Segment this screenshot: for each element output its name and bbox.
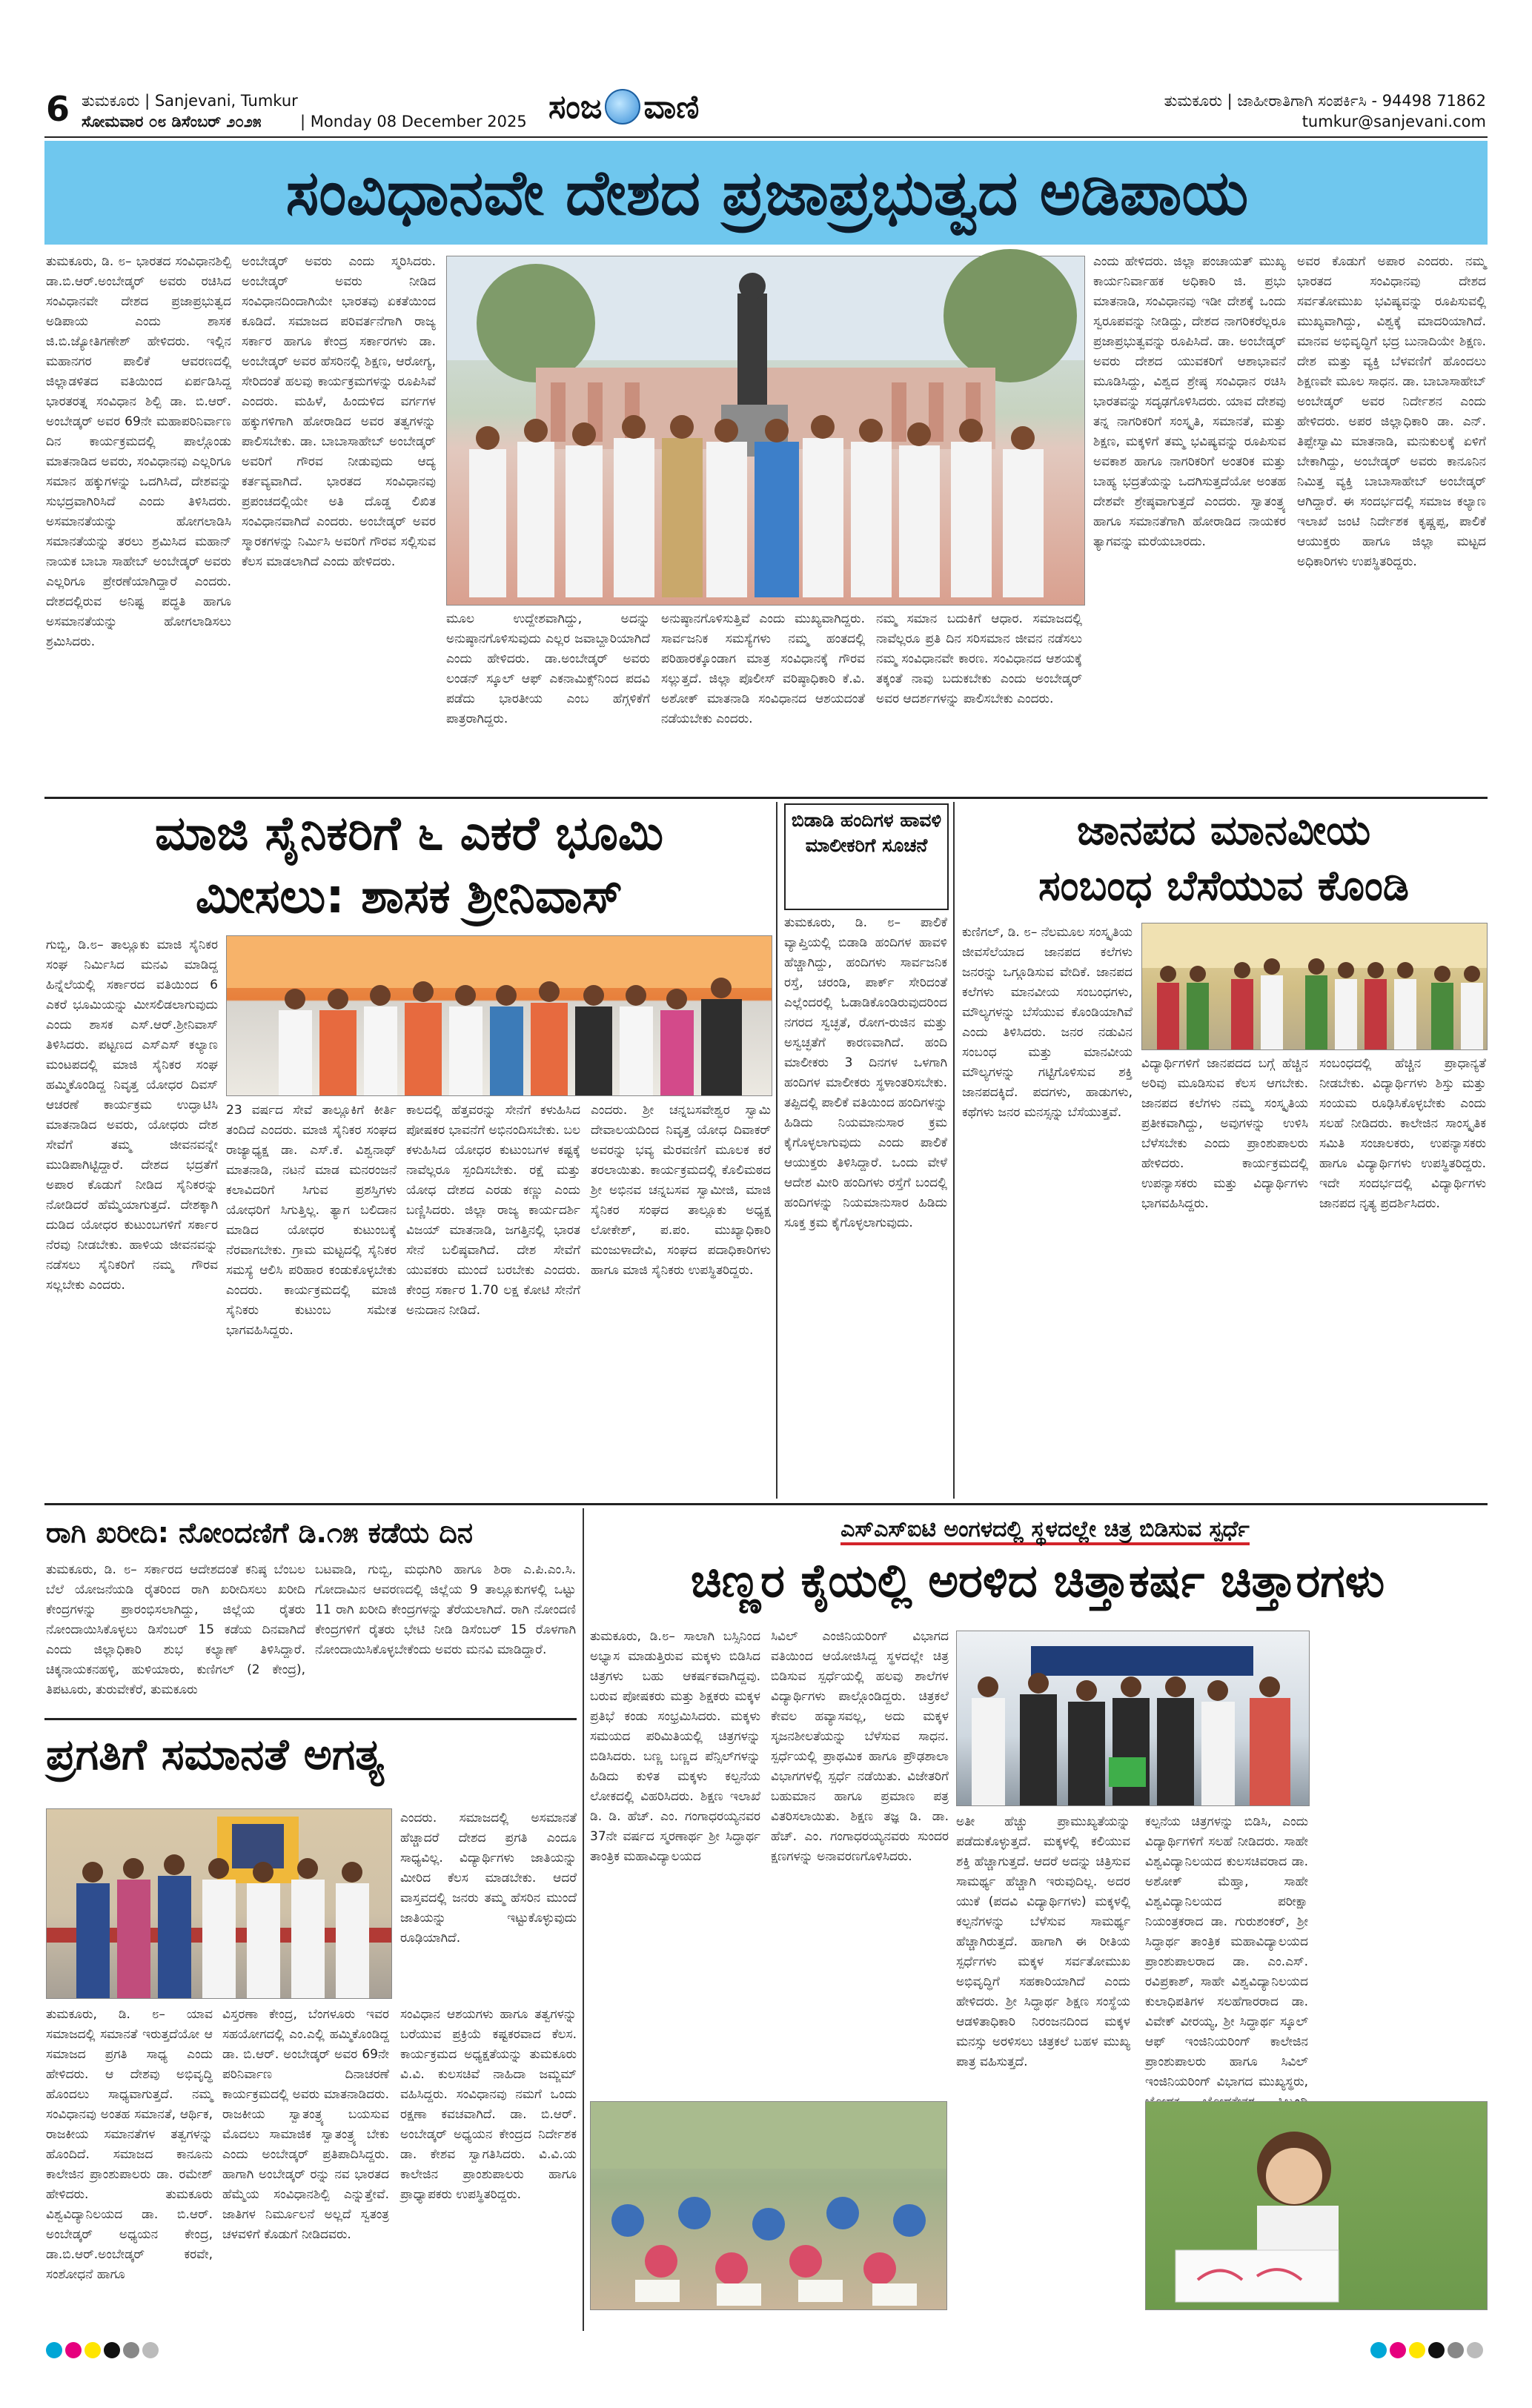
chitra-col-3: ಅತೀ ಹೆಚ್ಚು ಪ್ರಾಮುಖ್ಯತೆಯನ್ನು ಪಡೆದುಕೊಳ್ಳುತ್ತದೆ. ಮಕ್ಕಳಲ್ಲಿ ಕಲಿಯುವ ಶಕ್ತಿ ಹೆಚ್ಚಾಗುತ್ತದೆ. ಆದರೆ ಅದನ್ನು ಚಿತ್ರಿಸುವ ಸಾಮರ್ಥ್ಯ ಹೆಚ್ಚಾಗಿ ಇರುವುದಿಲ್ಲ. ಅದರ ಯುಕೆ (ಪದವಿ ವಿದ್ಯಾರ್ಥಿಗಳು) ಮಕ್ಕಳಲ್ಲಿ ಕಲ್ಪನೆಗಳನ್ನು ಬೆಳೆಸುವ ಸಾಮರ್ಥ್ಯ ಹೆಚ್ಚಾಗಿರುತ್ತದೆ. ಹಾಗಾಗಿ ಈ ರೀತಿಯ ಸ್ಪರ್ಧೆಗಳು ಮಕ್ಕಳ ಸರ್ವತೋಮುಖ ಅಭಿವೃದ್ಧಿಗೆ ಸಹಕಾರಿಯಾಗಿದೆ ಎಂದು ಹೇಳಿದರು. ಶ್ರೀ ಸಿದ್ಧಾರ್ಥ ಶಿಕ್ಷಣ ಸಂಸ್ಥೆಯ ಆಡಳಿತಾಧಿಕಾರಿ ನಿರಂಜನದಿಂದ ಮಕ್ಕಳ ಮನಸ್ಸು ಅರಳಿಸಲು ಚಿತ್ರಕಲೆ ಬಹಳ ಮುಖ್ಯ ಪಾತ್ರ ವಹಿಸುತ್ತದೆ. bbox=[956, 1814, 1130, 2069]
chitra-kicker bbox=[700, 1513, 1390, 1546]
pragati-headline: ಪ್ರಗತಿಗೆ ಸಮಾನತೆ ಅಗತ್ಯ bbox=[46, 1729, 385, 1780]
sainik-event-illustration bbox=[227, 936, 772, 1095]
pragati-event-illustration bbox=[47, 1809, 391, 1998]
newspaper-logo bbox=[548, 84, 699, 129]
footer-color-strip-left bbox=[46, 2342, 162, 2358]
contact-email: tumkur@sanjevani.com bbox=[1301, 113, 1486, 130]
lead-col-1: ತುಮಕೂರು, ಡಿ. ೮– ಭಾರತದ ಸಂವಿಧಾನಶಿಲ್ಪಿ ಡಾ.ಬಿ.ಆರ್.ಅಂಬೇಡ್ಕರ್ ಅವರು ರಚಿಸಿದ ಸಂವಿಧಾನವೇ ದೇಶದ ಪ್ರಜಾಪ್ರಭುತ್ವದ ಅಡಿಪಾಯ ಎಂದು ಶಾಸಕ ಜಿ.ಬಿ.ಜ್ಯೋತಿಗಣೇಶ್ ಹೇಳಿದರು. ಇಲ್ಲಿನ ಮಹಾನಗರ ಪಾಲಿಕೆ ಆವರಣದಲ್ಲಿ ಜಿಲ್ಲಾಡಳಿತದ ವತಿಯಿಂದ ಏರ್ಪಡಿಸಿದ್ದ ಭಾರತರತ್ನ ಸಂವಿಧಾನ ಶಿಲ್ಪಿ ಡಾ. ಬಿ.ಆರ್. ಅಂಬೇಡ್ಕರ್ ಅವರ 69ನೇ ಮಹಾಪರಿನಿರ್ವಾಣ ದಿನ ಕಾರ್ಯಕ್ರಮದಲ್ಲಿ ಪಾಲ್ಗೊಂಡು ಮಾತನಾಡಿದ ಅವರು, ಸಂವಿಧಾನವು ಎಲ್ಲರಿಗೂ ಸಮಾನ ಹಕ್ಕುಗಳನ್ನು ಒದಗಿಸಿದೆ, ದೇಶವನ್ನು ಸುಭದ್ರವಾಗಿರಿಸಿದೆ ಎಂದು ತಿಳಿಸಿದರು. ಅಸಮಾನತೆಯನ್ನು ಹೋಗಲಾಡಿಸಿ ಸಮಾನತೆಯನ್ನು ತರಲು ಶ್ರಮಿಸಿದ ಮಹಾನ್ ನಾಯಕ ಬಾಬಾ ಸಾಹೇಬ್ ಅಂಬೇಡ್ಕರ್ ಅವರು ಎಲ್ಲರಿಗೂ ಪ್ರೇರಣೆಯಾಗಿದ್ದಾರೆ ಎಂದರು. ದೇಶದಲ್ಲಿರುವ ಅನಿಷ್ಟ ಪದ್ಧತಿ ಹಾಗೂ ಅಸಮಾನತೆಯನ್ನು ಹೋಗಲಾಡಿಸಲು ಶ್ರಮಿಸಿದರು. bbox=[46, 254, 231, 649]
ragi-headline: ರಾಗಿ ಖರೀದಿ: ನೋಂದಣಿಗೆ ಡಿ.೧೫ ಕಡೆಯ ದಿನ bbox=[46, 1516, 473, 1549]
lead-under-photo-3: ನಮ್ಮ ಸಮಾನ ಬದುಕಿಗೆ ಆಧಾರ. ಸಮಾಜದಲ್ಲಿ ನಾವೆಲ್ಲರೂ ಪ್ರತಿ ದಿನ ಸರಿಸಮಾನ ಜೀವನ ನಡೆಸಲು ನಮ್ಮ ಸಂವಿಧಾನವೇ ಕಾರಣ. ಸಂವಿಧಾನದ ಆಶಯಕ್ಕೆ ತಕ್ಕಂತೆ ನಾವು ಬದುಕಬೇಕು ಎಂದು ಅಂಬೇಡ್ಕರ್ ಅವರ ಆದರ್ಶಗಳನ್ನು ಪಾಲಿಸಬೇಕು ಎಂದರು. bbox=[876, 611, 1082, 706]
registration-dot bbox=[1409, 2342, 1425, 2358]
edition-label: ತುಮಕೂರು | Sanjevani, Tumkur bbox=[82, 92, 298, 110]
chitra-col-5 bbox=[1319, 1627, 1486, 2072]
lead-under-photo-2: ಅನುಷ್ಠಾನಗೊಳಿಸುತ್ತಿವೆ ಎಂದು ಮುಖ್ಯವಾಗಿದ್ದರು. ಸಾರ್ವಜನಿಕ ಸಮಸ್ಯೆಗಳು ನಮ್ಮ ಹಂತದಲ್ಲಿ ಪರಿಹಾರಕ್ಕೊಂಡಾಗ ಮಾತ್ರ ಸಂವಿಧಾನಕ್ಕೆ ಗೌರವ ಸಲ್ಲುತ್ತದೆ. ಜಿಲ್ಲಾ ಪೊಲೀಸ್ ವರಿಷ್ಠಾಧಿಕಾರಿ ಕೆ.ವಿ. ಅಶೋಕ್ ಮಾತನಾಡಿ ಸಂವಿಧಾನದ ಆಶಯದಂತೆ ನಡೆಯಬೇಕು ಎಂದರು. bbox=[661, 611, 865, 726]
section-rule-2 bbox=[44, 1503, 1488, 1505]
janapada-headline-2: ಸಂಬಂಧ ಬೆಸೆಯುವ ಕೊಂಡಿ bbox=[1038, 862, 1410, 910]
pragati-side-text: ಎಂದರು. ಸಮಾಜದಲ್ಲಿ ಅಸಮಾನತೆ ಹೆಚ್ಚಾದರೆ ದೇಶದ ಪ್ರಗತಿ ಎಂದೂ ಸಾಧ್ಯವಿಲ್ಲ. ವಿದ್ಯಾರ್ಥಿಗಳು ಜಾತಿಯನ್ನು ಮೀರಿದ ಕೆಲಸ ಮಾಡಬೇಕು. ಆದರೆ ವಾಸ್ತವದಲ್ಲಿ ಜನರು ತಮ್ಮ ಹೆಸರಿನ ಮುಂದೆ ಜಾತಿಯನ್ನು ಇಟ್ಟುಕೊಳ್ಳುವುದು ರೂಢಿಯಾಗಿದೆ. bbox=[400, 1811, 577, 1946]
chitra-photo-children bbox=[590, 2101, 947, 2310]
lead-headline: ಸಂವಿಧಾನವೇ ದೇಶದ ಪ್ರಜಾಪ್ರಭುತ್ವದ ಅಡಿಪಾಯ bbox=[285, 156, 1249, 229]
registration-dot bbox=[1370, 2342, 1387, 2358]
lead-under-photo-1: ಮೂಲ ಉದ್ದೇಶವಾಗಿದ್ದು, ಅದನ್ನು ಅನುಷ್ಠಾನಗೊಳಿಸುವುದು ಎಲ್ಲರ ಜವಾಬ್ದಾರಿಯಾಗಿದೆ ಎಂದು ಹೇಳಿದರು. ಡಾ.ಅಂಬೇಡ್ಕರ್ ಅವರು ಲಂಡನ್ ಸ್ಕೂಲ್ ಆಫ್ ಎಕನಾಮಿಕ್ಸ್‌ನಿಂದ ಪದವಿ ಪಡೆದು ಭಾರತೀಯ ಎಂಬ ಹೆಗ್ಗಳಿಕೆಗೆ ಪಾತ್ರರಾಗಿದ್ದರು. bbox=[446, 611, 650, 726]
column-rule-b bbox=[953, 802, 955, 1499]
registration-dot bbox=[65, 2342, 82, 2358]
masthead-rule bbox=[44, 136, 1488, 138]
sainik-headline-1: ಮಾಜಿ ಸೈನಿಕರಿಗೆ ೬ ಎಕರೆ ಭೂಮಿ bbox=[154, 806, 664, 861]
contact-line: ತುಮಕೂರು | ಜಾಹೀರಾತಿಗಾಗಿ ಸಂಪರ್ಕಿಸಿ - 94498 71862 bbox=[1164, 92, 1486, 110]
sainik-col-1: ಗುಬ್ಬಿ, ಡಿ.೮– ತಾಲ್ಲೂಕು ಮಾಜಿ ಸೈನಿಕರ ಸಂಘ ನಿರ್ಮಿಸಿದ ಮನವಿ ಮಾಡಿದ್ದ ಹಿನ್ನೆಲೆಯಲ್ಲಿ ಸರ್ಕಾರದ ವತಿಯಿಂದ 6 ಎಕರೆ ಭೂಮಿಯನ್ನು ಮೀಸಲಿಡಲಾಗುವುದು ಎಂದು ಶಾಸಕ ಎಸ್.ಆರ್.ಶ್ರೀನಿವಾಸ್ ತಿಳಿಸಿದರು. ಪಟ್ಟಣದ ಎಸ್‌ಎಸ್ ಕಲ್ಯಾಣ ಮಂಟಪದಲ್ಲಿ ಮಾಜಿ ಸೈನಿಕರ ಸಂಘ ಹಮ್ಮಿಕೊಂಡಿದ್ದ ನಿವೃತ್ತ ಯೋಧರ ದಿವಸ್ ಆಚರಣೆ ಕಾರ್ಯಕ್ರಮ ಉದ್ಘಾಟಿಸಿ ಮಾತನಾಡಿದ ಅವರು, ಯೋಧರು ದೇಶ ಸೇವೆಗೆ ತಮ್ಮ ಜೀವನವನ್ನೇ ಮುಡಿಪಾಗಿಟ್ಟಿದ್ದಾರೆ. ದೇಶದ ಭದ್ರತೆಗೆ ಅಪಾರ ಕೊಡುಗೆ ನೀಡಿದ ಸೈನಿಕರನ್ನು ನೋಡಿದರೆ ಹೆಮ್ಮೆಯಾಗುತ್ತದೆ. ದೇಶಕ್ಕಾಗಿ ದುಡಿದ ಯೋಧರ ಕುಟುಂಬಗಳಿಗೆ ಸರ್ಕಾರ ನೆರವು ನೀಡಬೇಕು. ಹಾಳಿಯ ಜೀವನವನ್ನು ನಡೆಸಲು ಸೈನಿಕರಿಗೆ ನಮ್ಮ ಗೌರವ ಸಲ್ಲಬೇಕು ಎಂದರು. bbox=[46, 938, 218, 1293]
chitra-headline: ಚಿಣ್ಣರ ಕೈಯಲ್ಲಿ ಅರಳಿದ ಚಿತ್ತಾಕರ್ಷ ಚಿತ್ತಾರಗಳು bbox=[690, 1553, 1385, 1608]
chitra-photo-ceremony bbox=[956, 1631, 1310, 1806]
janapada-col-1: ಕುಣಿಗಲ್, ಡಿ. ೮– ನೆಲಮೂಲ ಸಂಸ್ಕೃತಿಯ ಜೀವಸೆಲೆಯಾದ ಜಾನಪದ ಕಲೆಗಳು ಜನರನ್ನು ಒಗ್ಗೂಡಿಸುವ ವೇದಿಕೆ. ಜಾನಪದ ಕಲೆಗಳು ಮಾನವೀಯ ಸಂಬಂಧಗಳು, ಮೌಲ್ಯಗಳನ್ನು ಬೆಸೆಯುವ ಕೊಂಡಿಯಾಗಿವೆ ಎಂದು ತಿಳಿಸಿದರು. ಜನರ ನಡುವಿನ ಸಂಬಂಧ ಮತ್ತು ಮಾನವೀಯ ಮೌಲ್ಯಗಳನ್ನು ಗಟ್ಟಿಗೊಳಿಸುವ ಶಕ್ತಿ ಜಾನಪದಕ್ಕಿದೆ. ಪದಗಳು, ಹಾಡುಗಳು, ಕಥೆಗಳು ಜನರ ಮನಸ್ಸನ್ನು ಬೆಸೆಯುತ್ತವೆ. bbox=[962, 925, 1133, 1120]
pragati-col-1: ತುಮಕೂರು, ಡಿ. ೮– ಯಾವ ಸಮಾಜದಲ್ಲಿ ಸಮಾನತೆ ಇರುತ್ತದೆಯೋ ಆ ಸಮಾಜದ ಪ್ರಗತಿ ಸಾಧ್ಯ ಎಂದು ಹೇಳಿದರು. ಆ ದೇಶವು ಅಭಿವೃದ್ಧಿ ಹೊಂದಲು ಸಾಧ್ಯವಾಗುತ್ತದೆ. ನಮ್ಮ ಸಂವಿಧಾನವು ಅಂತಹ ಸಮಾನತೆ, ಆರ್ಥಿಕ, ರಾಜಕೀಯ ಸಮಾನತೆಗಳ ತತ್ವಗಳನ್ನು ಹೊಂದಿದೆ. ಸಮಾಜದ ಕಾನೂನು ಕಾಲೇಜಿನ ಪ್ರಾಂಶುಪಾಲರು ಡಾ. ರಮೇಶ್ ಹೇಳಿದರು. ತುಮಕೂರು ವಿಶ್ವವಿದ್ಯಾನಿಲಯದ ಡಾ. ಬಿ.ಆರ್. ಅಂಬೇಡ್ಕರ್ ಅಧ್ಯಯನ ಕೇಂದ್ರ, ಡಾ.ಬಿ.ಆರ್.ಅಂಬೇಡ್ಕರ್ ಕರವೇ, ಸಂಶೋಧನೆ ಹಾಗೂ bbox=[46, 2007, 213, 2282]
chitra-ceremony-illustration bbox=[957, 1631, 1309, 1805]
janapada-event-illustration bbox=[1142, 923, 1487, 1049]
footer-color-strip-right bbox=[1370, 2342, 1486, 2358]
page-number: 6 bbox=[46, 89, 70, 129]
column-rule-c bbox=[583, 1508, 584, 2331]
lead-col-2: ಅಂಬೇಡ್ಕರ್ ಅವರು ಎಂದು ಸ್ಮರಿಸಿದರು. ಅಂಬೇಡ್ಕರ್ ಅವರು ನೀಡಿದ ಸಂವಿಧಾನದಿಂದಾಗಿಯೇ ಭಾರತವು ಏಕತೆಯಿಂದ ಕೂಡಿದೆ. ಸಮಾಜದ ಪರಿವರ್ತನೆಗಾಗಿ ರಾಜ್ಯ ಸರ್ಕಾರ ಹಾಗೂ ಕೇಂದ್ರ ಸರ್ಕಾರಗಳು ಡಾ. ಅಂಬೇಡ್ಕರ್ ಅವರ ಹೆಸರಿನಲ್ಲಿ ಶಿಕ್ಷಣ, ಆರೋಗ್ಯ, ಸೇರಿದಂತೆ ಹಲವು ಕಾರ್ಯಕ್ರಮಗಳನ್ನು ರೂಪಿಸಿವೆ ಎಂದರು. ಮಹಿಳೆ, ಹಿಂದುಳಿದ ವರ್ಗಗಳ ಹಕ್ಕುಗಳಿಗಾಗಿ ಹೋರಾಡಿದ ಅವರ ತತ್ವಗಳನ್ನು ಪಾಲಿಸಬೇಕು. ಡಾ. ಬಾಬಾಸಾಹೇಬ್ ಅಂಬೇಡ್ಕರ್ ಅವರಿಗೆ ಗೌರವ ನೀಡುವುದು ಆದ್ಯ ಕರ್ತವ್ಯವಾಗಿದೆ. ಭಾರತದ ಸಂವಿಧಾನವು ಪ್ರಪಂಚದಲ್ಲಿಯೇ ಅತಿ ದೊಡ್ಡ ಲಿಖಿತ ಸಂವಿಧಾನವಾಗಿದೆ ಎಂದರು. ಅಂಬೇಡ್ಕರ್ ಅವರ ಸ್ಮಾರಕಗಳನ್ನು ನಿರ್ಮಿಸಿ ಅವರಿಗೆ ಗೌರವ ಸಲ್ಲಿಸುವ ಕೆಲಸ ಮಾಡಲಾಗಿದೆ ಎಂದು ಹೇಳಿದರು. bbox=[242, 254, 436, 569]
lead-photo bbox=[446, 256, 1085, 606]
chitra-kicker-text: ಎಸ್‌ಎಸ್‌ಐಟಿ ಅಂಗಳದಲ್ಲಿ ಸ್ಥಳದಲ್ಲೇ ಚಿತ್ರ ಬಿಡಿಸುವ ಸ್ಪರ್ಧೆ bbox=[840, 1516, 1250, 1545]
children-drawing-illustration bbox=[591, 2102, 946, 2309]
ragi-col-1: ತುಮಕೂರು, ಡಿ. ೮– ಸರ್ಕಾರದ ಆದೇಶದಂತೆ ಕನಿಷ್ಠ ಬೆಂಬಲ ಬೆಲೆ ಯೋಜನೆಯಡಿ ರೈತರಿಂದ ರಾಗಿ ಖರೀದಿಸಲು ಖರೀದಿ ಕೇಂದ್ರಗಳನ್ನು ಪ್ರಾರಂಭಿಸಲಾಗಿದ್ದು, ಜಿಲ್ಲೆಯ ರೈತರು ನೋಂದಾಯಿಸಿಕೊಳ್ಳಲು ಡಿಸೆಂಬರ್ 15 ಕಡೆಯ ದಿನವಾಗಿದೆ ಎಂದು ಜಿಲ್ಲಾಧಿಕಾರಿ ಶುಭ ಕಲ್ಯಾಣ್ ತಿಳಿಸಿದ್ದಾರೆ. ಚಿಕ್ಕನಾಯಕನಹಳ್ಳಿ, ಹುಳಿಯಾರು, ಕುಣಿಗಲ್ (2 ಕೇಂದ್ರ), ತಿಪಟೂರು, ತುರುವೇಕೆರೆ, ತುಮಕೂರು bbox=[46, 1562, 305, 1697]
bidadi-headline: ಬಿಡಾಡಿ ಹಂದಿಗಳ ಹಾವಳಿ ಮಾಲೀಕರಿಗೆ ಸೂಚನೆ bbox=[791, 809, 942, 856]
registration-dot bbox=[46, 2342, 62, 2358]
bidadi-headline-box bbox=[784, 803, 949, 910]
girl-drawing-illustration bbox=[1146, 2102, 1487, 2309]
sainik-col-4: ಎಂದರು. ಶ್ರೀ ಚನ್ನಬಸವೇಶ್ವರ ಸ್ವಾಮಿ ದೇವಾಲಯದಿಂದ ನಿವೃತ್ತ ಯೋಧ ದಿವಾಕರ್ ಅವರನ್ನು ಭವ್ಯ ಮೆರವಣಿಗೆ ಮೂಲಕ ಕರೆ ತರಲಾಯಿತು. ಕಾರ್ಯಕ್ರಮದಲ್ಲಿ ಕೊಲಿಮಠದ ಶ್ರೀ ಅಭಿನವ ಚನ್ನಬಸವ ಸ್ವಾಮೀಜಿ, ಮಾಜಿ ಸೈನಿಕರ ಸಂಘದ ತಾಲ್ಲೂಕು ಅಧ್ಯಕ್ಷ ಲೋಕೇಶ್, ಪ.ಪಂ. ಮುಖ್ಯಾಧಿಕಾರಿ ಮಂಜುಳಾದೇವಿ, ಸಂಘದ ಪದಾಧಿಕಾರಿಗಳು ಹಾಗೂ ಮಾಜಿ ಸೈನಿಕರು ಉಪಸ್ಥಿತರಿದ್ದರು. bbox=[591, 1103, 771, 1278]
sainik-photo bbox=[226, 935, 772, 1096]
registration-dot bbox=[104, 2342, 120, 2358]
registration-dot bbox=[1448, 2342, 1464, 2358]
section-rule-3 bbox=[44, 1718, 577, 1720]
janapada-col-3: ಸಂಬಂಧದಲ್ಲಿ ಹೆಚ್ಚಿನ ಪ್ರಾಧಾನ್ಯತೆ ನೀಡಬೇಕು. ವಿದ್ಯಾರ್ಥಿಗಳು ಶಿಸ್ತು ಮತ್ತು ಸಂಯಮ ರೂಢಿಸಿಕೊಳ್ಳಬೇಕು ಎಂದು ಸಲಹೆ ನೀಡಿದರು. ಕಾಲೇಜಿನ ಸಾಂಸ್ಕೃತಿಕ ಸಮಿತಿ ಸಂಚಾಲಕರು, ಉಪನ್ಯಾಸಕರು ಹಾಗೂ ವಿದ್ಯಾರ್ಥಿಗಳು ಉಪಸ್ಥಿತರಿದ್ದರು. ಇದೇ ಸಂದರ್ಭದಲ್ಲಿ ವಿದ್ಯಾರ್ಥಿಗಳು ಜಾನಪದ ನೃತ್ಯ ಪ್ರದರ್ಶಿಸಿದರು. bbox=[1319, 1056, 1486, 1211]
pragati-col-3: ಸಂವಿಧಾನ ಆಶಯಗಳು ಹಾಗೂ ತತ್ವಗಳನ್ನು ಬರೆಯುವ ಪ್ರಕ್ರಿಯೆ ಕಷ್ಟಕರವಾದ ಕೆಲಸ. ಕಾರ್ಯಕ್ರಮದ ಅಧ್ಯಕ್ಷತೆಯನ್ನು ತುಮಕೂರು ವಿ.ವಿ. ಕುಲಸಚಿವೆ ನಾಹಿದಾ ಜಮ್ಜಮ್ ವಹಿಸಿದ್ದರು. ಸಂವಿಧಾನವು ನಮಗೆ ಒಂದು ರಕ್ಷಣಾ ಕವಚವಾಗಿದೆ. ಡಾ. ಬಿ.ಆರ್. ಅಂಬೇಡ್ಕರ್ ಅಧ್ಯಯನ ಕೇಂದ್ರದ ನಿರ್ದೇಶಕ ಡಾ. ಕೇಶವ ಸ್ವಾಗತಿಸಿದರು. ವಿ.ವಿ.ಯ ಕಾಲೇಜಿನ ಪ್ರಾಂಶುಪಾಲರು ಹಾಗೂ ಪ್ರಾಧ್ಯಾಪಕರು ಉಪಸ್ಥಿತರಿದ್ದರು. bbox=[400, 2007, 577, 2202]
chitra-col-1: ತುಮಕೂರು, ಡಿ.೮– ಸಾಲಾಗಿ ಬಸ್ಸಿನಿಂದ ಅಭ್ಯಾಸ ಮಾಡುತ್ತಿರುವ ಮಕ್ಕಳು ಬಿಡಿಸಿದ ಚಿತ್ರಗಳು ಬಹು ಆಕರ್ಷಕವಾಗಿದ್ದವು. ಬರುವ ಪೋಷಕರು ಮತ್ತು ಶಿಕ್ಷಕರು ಮಕ್ಕಳ ಪ್ರತಿಭೆ ಕಂಡು ಸಂಭ್ರಮಿಸಿದರು. ಮಕ್ಕಳು ಸಮಯದ ಪರಿಮಿತಿಯಲ್ಲಿ ಚಿತ್ರಗಳನ್ನು ಬಿಡಿಸಿದರು. ಬಣ್ಣ ಬಣ್ಣದ ಪೆನ್ಸಿಲ್‌ಗಳನ್ನು ಹಿಡಿದು ಕುಳಿತ ಮಕ್ಕಳು ಕಲ್ಪನೆಯ ಲೋಕದಲ್ಲಿ ವಿಹರಿಸಿದರು. ಶಿಕ್ಷಣ ಇಲಾಖೆ ಡಿ. ಡಿ. ಹೆಚ್. ಎಂ. ಗಂಗಾಧರಯ್ಯನವರ 37ನೇ ವರ್ಷದ ಸ್ಮರಣಾರ್ಥ ಶ್ರೀ ಸಿದ್ಧಾರ್ಥ ತಾಂತ್ರಿಕ ಮಹಾವಿದ್ಯಾಲಯದ bbox=[590, 1629, 760, 1864]
registration-dot bbox=[123, 2342, 139, 2358]
registration-dot bbox=[142, 2342, 159, 2358]
logo-emblem-icon bbox=[605, 89, 640, 125]
chitra-col-4: ಕಲ್ಪನೆಯ ಚಿತ್ರಗಳನ್ನು ಬಿಡಿಸಿ, ಎಂದು ವಿದ್ಯಾರ್ಥಿಗಳಿಗೆ ಸಲಹೆ ನೀಡಿದರು. ಸಾಹೇ ವಿಶ್ವವಿದ್ಯಾನಿಲಯದ ಕುಲಸಚಿವರಾದ ಡಾ. ಅಶೋಕ್ ಮೆಹ್ತಾ, ಸಾಹೇ ವಿಶ್ವವಿದ್ಯಾನಿಲಯದ ಪರೀಕ್ಷಾ ನಿಯಂತ್ರಕರಾದ ಡಾ. ಗುರುಶಂಕರ್, ಶ್ರೀ ಸಿದ್ಧಾರ್ಥ ತಾಂತ್ರಿಕ ಮಹಾವಿದ್ಯಾಲಯದ ಪ್ರಾಂಶುಪಾಲರಾದ ಡಾ. ಎಂ.ಎಸ್. ರವಿಪ್ರಕಾಶ್, ಸಾಹೇ ವಿಶ್ವವಿದ್ಯಾನಿಲಯದ ಕುಲಾಧಿಪತಿಗಳ ಸಲಹೆಗಾರರಾದ ಡಾ. ವಿವೇಕ್ ವೀರಯ್ಯ, ಶ್ರೀ ಸಿದ್ಧಾರ್ಥ ಸ್ಕೂಲ್ ಆಫ್ ಇಂಜಿನಿಯರಿಂಗ್ ಕಾಲೇಜಿನ ಪ್ರಾಂಶುಪಾಲರು ಹಾಗೂ ಸಿವಿಲ್ ಇಂಜಿನಿಯರಿಂಗ್ ವಿಭಾಗದ ಮುಖ್ಯಸ್ಥರು, bbox=[1145, 1814, 1308, 2089]
chitra-photo-girl bbox=[1145, 2101, 1488, 2310]
column-rule-a bbox=[776, 802, 777, 1499]
date-english: | Monday 08 December 2025 bbox=[300, 113, 527, 130]
bidadi-text: ತುಮಕೂರು, ಡಿ. ೮– ಪಾಲಿಕೆ ವ್ಯಾಪ್ತಿಯಲ್ಲಿ ಬಿಡಾಡಿ ಹಂದಿಗಳ ಹಾವಳಿ ಹೆಚ್ಚಾಗಿದ್ದು, ಹಂದಿಗಳು ಸಾರ್ವಜನಿಕ ರಸ್ತೆ, ಚರಂಡಿ, ಪಾರ್ಕ್ ಸೇರಿದಂತೆ ಎಲ್ಲೆಂದರಲ್ಲಿ ಓಡಾಡಿಕೊಂಡಿರುವುದರಿಂದ ನಗರದ ಸ್ವಚ್ಛತೆ, ರೋಗ-ರುಜಿನ ಮತ್ತು ಅಸ್ವಚ್ಛತೆಗೆ ಕಾರಣವಾಗಿದೆ. ಹಂದಿ ಮಾಲೀಕರು 3 ದಿನಗಳ ಒಳಗಾಗಿ ಹಂದಿಗಳ ಮಾಲೀಕರು ಸ್ಥಳಾಂತರಿಸಬೇಕು. ತಪ್ಪಿದಲ್ಲಿ ಪಾಲಿಕೆ ವತಿಯಿಂದ ಹಂದಿಗಳನ್ನು ಹಿಡಿದು ನಿಯಮಾನುಸಾರ ಕ್ರಮ ಕೈಗೊಳ್ಳಲಾಗುವುದು ಎಂದು ಪಾಲಿಕೆ ಆಯುಕ್ತರು ತಿಳಿಸಿದ್ದಾರೆ. ಒಂದು ವೇಳೆ ಆದೇಶ ಮೀರಿ ಹಂದಿಗಳು ರಸ್ತೆಗೆ ಬಂದಲ್ಲಿ ಹಂದಿಗಳನ್ನು ನಿಯಮಾನುಸಾರ ಹಿಡಿದು ಸೂಕ್ತ ಕ್ರಮ ಕೈಗೊಳ್ಳಲಾಗುವುದು. bbox=[784, 915, 947, 1230]
sainik-col-2: 23 ವರ್ಷದ ಸೇವೆ ತಾಲ್ಲೂಕಿಗೆ ಕೀರ್ತಿ ತಂದಿದೆ ಎಂದರು. ಮಾಜಿ ಸೈನಿಕರ ಸಂಘದ ರಾಜ್ಯಾಧ್ಯಕ್ಷ ಡಾ. ಎಸ್.ಕೆ. ವಿಶ್ವನಾಥ್ ಮಾತನಾಡಿ, ನಟನೆ ಮಾಡ ಮನರಂಜನೆ ಕಲಾವಿದರಿಗೆ ಸಿಗುವ ಪ್ರಶಸ್ತಿಗಳು ಯೋಧರಿಗೆ ಸಿಗುತ್ತಿಲ್ಲ. ತ್ಯಾಗ ಬಲಿದಾನ ಮಾಡಿದ ಯೋಧರ ಕುಟುಂಬಕ್ಕೆ ನೆರವಾಗಬೇಕು. ಗ್ರಾಮ ಮಟ್ಟದಲ್ಲಿ ಸೈನಿಕರ ಸಮಸ್ಯೆ ಆಲಿಸಿ ಪರಿಹಾರ ಕಂಡುಕೊಳ್ಳಬೇಕು ಎಂದರು. ಕಾರ್ಯಕ್ರಮದಲ್ಲಿ ಮಾಜಿ ಸೈನಿಕರು ಕುಟುಂಬ ಸಮೇತ ಭಾಗವಹಿಸಿದ್ದರು. bbox=[226, 1103, 397, 1338]
janapada-headline-1: ಜಾನಪದ ಮಾನವೀಯ bbox=[1076, 806, 1371, 855]
lead-col-r1: ಎಂದು ಹೇಳಿದರು. ಜಿಲ್ಲಾ ಪಂಚಾಯತ್ ಮುಖ್ಯ ಕಾರ್ಯನಿರ್ವಾಹಕ ಅಧಿಕಾರಿ ಜಿ. ಪ್ರಭು ಮಾತನಾಡಿ, ಸಂವಿಧಾನವು ಇಡೀ ದೇಶಕ್ಕೆ ಒಂದು ಸ್ವರೂಪವನ್ನು ನೀಡಿದ್ದು, ದೇಶದ ನಾಗರಿಕರೆಲ್ಲರೂ ಪ್ರಜಾಪ್ರಭುತ್ವವನ್ನು ರೂಪಿಸಿದೆ. ಡಾ. ಅಂಬೇಡ್ಕರ್ ಅವರು ದೇಶದ ಯುವಕರಿಗೆ ಆಶಾಭಾವನೆ ಮೂಡಿಸಿದ್ದು, ವಿಶ್ವದ ಶ್ರೇಷ್ಠ ಸಂವಿಧಾನ ರಚಿಸಿ ಭಾರತವನ್ನು ಸದೃಢಗೊಳಿಸಿದರು. ಯಾವ ದೇಶವು ತನ್ನ ನಾಗರಿಕರಿಗೆ ಸಂಸ್ಕೃತಿ, ಸಮಾನತೆ, ಮತ್ತು ಶಿಕ್ಷಣ, ಮಕ್ಕಳಿಗೆ ತಮ್ಮ ಭವಿಷ್ಯವನ್ನು ರೂಪಿಸುವ ಅವಕಾಶ ಹಾಗೂ ನಾಗರಿಕರಿಗೆ ಅಂತರಿಕ ಮತ್ತು ಬಾಹ್ಯ ಭದ್ರತೆಯನ್ನು ಒದಗಿಸುತ್ತದೆಯೋ ಅಂತಹ ದೇಶವೇ ಶ್ರೇಷ್ಠವಾಗುತ್ತದೆ ಎಂದರು. ಸ್ವಾತಂತ್ರ್ಯ ಹಾಗೂ ಸಮಾನತೆಗಾಗಿ ಹೋರಾಡಿದ ನಾಯಕರ ತ್ಯಾಗವನ್ನು ಮರೆಯಬಾರದು. bbox=[1093, 254, 1286, 549]
section-rule-1 bbox=[44, 797, 1488, 799]
ceremony-illustration bbox=[447, 256, 1084, 605]
logo-text-left: ಸಂಜ bbox=[548, 87, 603, 126]
sainik-headline-2: ಮೀಸಲು: ಶಾಸಕ ಶ್ರೀನಿವಾಸ್ bbox=[195, 869, 623, 924]
sainik-col-3: ಕಾಲದಲ್ಲಿ ಹೆತ್ತವರನ್ನು ಸೇನೆಗೆ ಕಳುಹಿಸಿದ ಪೋಷಕರ ಭಾವನೆಗೆ ಅಭಿನಂದಿಸಬೇಕು. ಬಲ ಕಳುಹಿಸಿದ ಯೋಧರ ಕುಟುಂಬಗಳ ಕಷ್ಟಕ್ಕೆ ನಾವೆಲ್ಲರೂ ಸ್ಪಂದಿಸಬೇಕು. ರಕ್ಷೆ ಮತ್ತು ಯೋಧ ದೇಶದ ಎರಡು ಕಣ್ಣು ಎಂದು ಬಣ್ಣಿಸಿದರು. ಜಿಲ್ಲಾ ರಾಜ್ಯ ಕಾರ್ಯದರ್ಶಿ ವಿಜಯ್ ಮಾತನಾಡಿ, ಜಗತ್ತಿನಲ್ಲಿ ಭಾರತ ಸೇನೆ ಬಲಿಷ್ಠವಾಗಿದೆ. ದೇಶ ಸೇವೆಗೆ ಯುವಕರು ಮುಂದೆ ಬರಬೇಕು ಎಂದರು. ಕೇಂದ್ರ ಸರ್ಕಾರ 1.70 ಲಕ್ಷ ಕೋಟಿ ಸೇನೆಗೆ ಅನುದಾನ ನೀಡಿದೆ. bbox=[406, 1103, 580, 1318]
date-kannada: ಸೋಮವಾರ ೦೮ ಡಿಸೆಂಬರ್ ೨೦೨೫ bbox=[82, 113, 262, 130]
janapada-photo bbox=[1141, 923, 1488, 1050]
pragati-col-2: ವಿಸ್ತರಣಾ ಕೇಂದ್ರ, ಬೆಂಗಳೂರು ಇವರ ಸಹಯೋಗದಲ್ಲಿ ಎಂ.ಎಲ್ಲಿ ಹಮ್ಮಿಕೊಂಡಿದ್ದ ಡಾ. ಬಿ.ಆರ್. ಅಂಬೇಡ್ಕರ್ ಅವರ 69ನೇ ಪರಿನಿರ್ವಾಣ ದಿನಾಚರಣೆ ಕಾರ್ಯಕ್ರಮದಲ್ಲಿ ಅವರು ಮಾತನಾಡಿದರು. ರಾಜಕೀಯ ಸ್ವಾತಂತ್ರ್ಯ ಬಯಸುವ ಮೊದಲು ಸಾಮಾಜಿಕ ಸ್ವಾತಂತ್ರ್ಯ ಬೇಕು ಎಂದು ಅಂಬೇಡ್ಕರ್ ಪ್ರತಿಪಾದಿಸಿದ್ದರು. ಹಾಗಾಗಿ ಅಂಬೇಡ್ಕರ್ ರನ್ನು ನವ ಭಾರತದ ಹೆಮ್ಮೆಯ ಸಂವಿಧಾನಶಿಲ್ಪಿ ಎನ್ನುತ್ತೇವೆ. ಜಾತಿಗಳ ನಿರ್ಮೂಲನೆ ಅಲ್ಲದೆ ಸ್ವತಂತ್ರ ಚಳವಳಿಗೆ ಕೊಡುಗೆ ನೀಡಿದವರು. bbox=[222, 2007, 389, 2242]
ragi-col-2: ಬಟವಾಡಿ, ಗುಬ್ಬಿ, ಮಧುಗಿರಿ ಹಾಗೂ ಶಿರಾ ಎ.ಪಿ.ಎಂ.ಸಿ. ಗೋದಾಮಿನ ಆವರಣದಲ್ಲಿ ಜಿಲ್ಲೆಯ 9 ತಾಲ್ಲೂಕುಗಳಲ್ಲಿ ಒಟ್ಟು 11 ರಾಗಿ ಖರೀದಿ ಕೇಂದ್ರಗಳನ್ನು ತೆರೆಯಲಾಗಿದೆ. ರಾಗಿ ನೋಂದಣಿ ಕೇಂದ್ರಗಳಿಗೆ ರೈತರು ಭೇಟಿ ನೀಡಿ ಡಿಸೆಂಬರ್ 15 ರೊಳಗಾಗಿ ನೋಂದಾಯಿಸಿಕೊಳ್ಳಬೇಕೆಂದು ಅವರು ಮನವಿ ಮಾಡಿದ್ದಾರೆ. bbox=[315, 1562, 576, 1657]
logo-text-right: ವಾಣಿ bbox=[643, 87, 700, 126]
registration-dot bbox=[1390, 2342, 1406, 2358]
pragati-photo bbox=[46, 1808, 392, 1999]
registration-dot bbox=[84, 2342, 101, 2358]
chitra-col-2: ಸಿವಿಲ್ ಎಂಜಿನಿಯರಿಂಗ್ ವಿಭಾಗದ ವತಿಯಿಂದ ಆಯೋಜಿಸಿದ್ದ ಸ್ಥಳದಲ್ಲೇ ಚಿತ್ರ ಬಿಡಿಸುವ ಸ್ಪರ್ಧೆಯಲ್ಲಿ ಹಲವು ಶಾಲೆಗಳ ವಿದ್ಯಾರ್ಥಿಗಳು ಪಾಲ್ಗೊಂಡಿದ್ದರು. ಚಿತ್ರಕಲೆ ಕೇವಲ ಹವ್ಯಾಸವಲ್ಲ, ಅದು ಮಕ್ಕಳ ಸೃಜನಶೀಲತೆಯನ್ನು ಬೆಳೆಸುವ ಸಾಧನ. ಸ್ಪರ್ಧೆಯಲ್ಲಿ ಪ್ರಾಥಮಿಕ ಹಾಗೂ ಪ್ರೌಢಶಾಲಾ ವಿಭಾಗಗಳಲ್ಲಿ ಸ್ಪರ್ಧೆ ನಡೆಯಿತು. ವಿಜೇತರಿಗೆ ಬಹುಮಾನ ಹಾಗೂ ಪ್ರಮಾಣ ಪತ್ರ ವಿತರಿಸಲಾಯಿತು. ಶಿಕ್ಷಣ ತಜ್ಞ ಡಿ. ಡಾ. ಹೆಚ್. ಎಂ. ಗಂಗಾಧರಯ್ಯನವರು ಸುಂದರ ಕ್ಷಣಗಳನ್ನು ಅನಾವರಣಗೊಳಿಸಿದರು. bbox=[771, 1629, 949, 1864]
janapada-col-2: ವಿದ್ಯಾರ್ಥಿಗಳಿಗೆ ಜಾನಪದದ ಬಗ್ಗೆ ಹೆಚ್ಚಿನ ಅರಿವು ಮೂಡಿಸುವ ಕೆಲಸ ಆಗಬೇಕು. ಜಾನಪದ ಕಲೆಗಳು ನಮ್ಮ ಸಂಸ್ಕೃತಿಯ ಪ್ರತೀಕವಾಗಿದ್ದು, ಅವುಗಳನ್ನು ಉಳಿಸಿ ಬೆಳೆಸಬೇಕು ಎಂದು ಪ್ರಾಂಶುಪಾಲರು ಹೇಳಿದರು. ಕಾರ್ಯಕ್ರಮದಲ್ಲಿ ಉಪನ್ಯಾಸಕರು ಮತ್ತು ವಿದ್ಯಾರ್ಥಿಗಳು ಭಾಗವಹಿಸಿದ್ದರು. bbox=[1141, 1056, 1308, 1211]
registration-dot bbox=[1467, 2342, 1483, 2358]
lead-col-r2: ಅವರ ಕೊಡುಗೆ ಅಪಾರ ಎಂದರು. ನಮ್ಮ ಭಾರತದ ಸಂವಿಧಾನವು ದೇಶದ ಸರ್ವತೋಮುಖ ಭವಿಷ್ಯವನ್ನು ರೂಪಿಸುವಲ್ಲಿ ಮುಖ್ಯವಾಗಿದ್ದು, ವಿಶ್ವಕ್ಕೆ ಮಾದರಿಯಾಗಿದೆ. ಮಾನವ ಅಭಿವೃದ್ಧಿಗೆ ಭದ್ರ ಬುನಾದಿಯೇ ಶಿಕ್ಷಣ. ದೇಶ ಮತ್ತು ವ್ಯಕ್ತಿ ಬೆಳವಣಿಗೆ ಹೊಂದಲು ಶಿಕ್ಷಣವೇ ಮೂಲ ಸಾಧನ. ಡಾ. ಬಾಬಾಸಾಹೇಬ್ ಅಂಬೇಡ್ಕರ್ ಅವರ ನಿರ್ದೇಶನ ಎಂದು ಹೇಳಿದರು. ಅಪರ ಜಿಲ್ಲಾಧಿಕಾರಿ ಡಾ. ಎನ್. ತಿಪ್ಪೇಸ್ವಾಮಿ ಮಾತನಾಡಿ, ಮನುಕುಲಕ್ಕೆ ಏಳಿಗೆ ಬೇಕಾಗಿದ್ದು, ಅಂಬೇಡ್ಕರ್ ಅವರು ಕಾನೂನಿನ ನಿಮಿತ್ತ ವ್ಯಕ್ತಿ ಬಾಬಾಸಾಹೇಬ್ ಅಂಬೇಡ್ಕರ್ ಆಗಿದ್ದಾರೆ. ಈ ಸಂದರ್ಭದಲ್ಲಿ ಸಮಾಜ ಕಲ್ಯಾಣ ಇಲಾಖೆ ಜಂಟಿ ನಿರ್ದೇಶಕ ಕೃಷ್ಣಪ್ಪ, ಪಾಲಿಕೆ ಆಯುಕ್ತರು ಹಾಗೂ ಜಿಲ್ಲಾ ಮಟ್ಟದ ಅಧಿಕಾರಿಗಳು ಉಪಸ್ಥಿತರಿದ್ದರು. bbox=[1297, 254, 1486, 569]
registration-dot bbox=[1428, 2342, 1445, 2358]
